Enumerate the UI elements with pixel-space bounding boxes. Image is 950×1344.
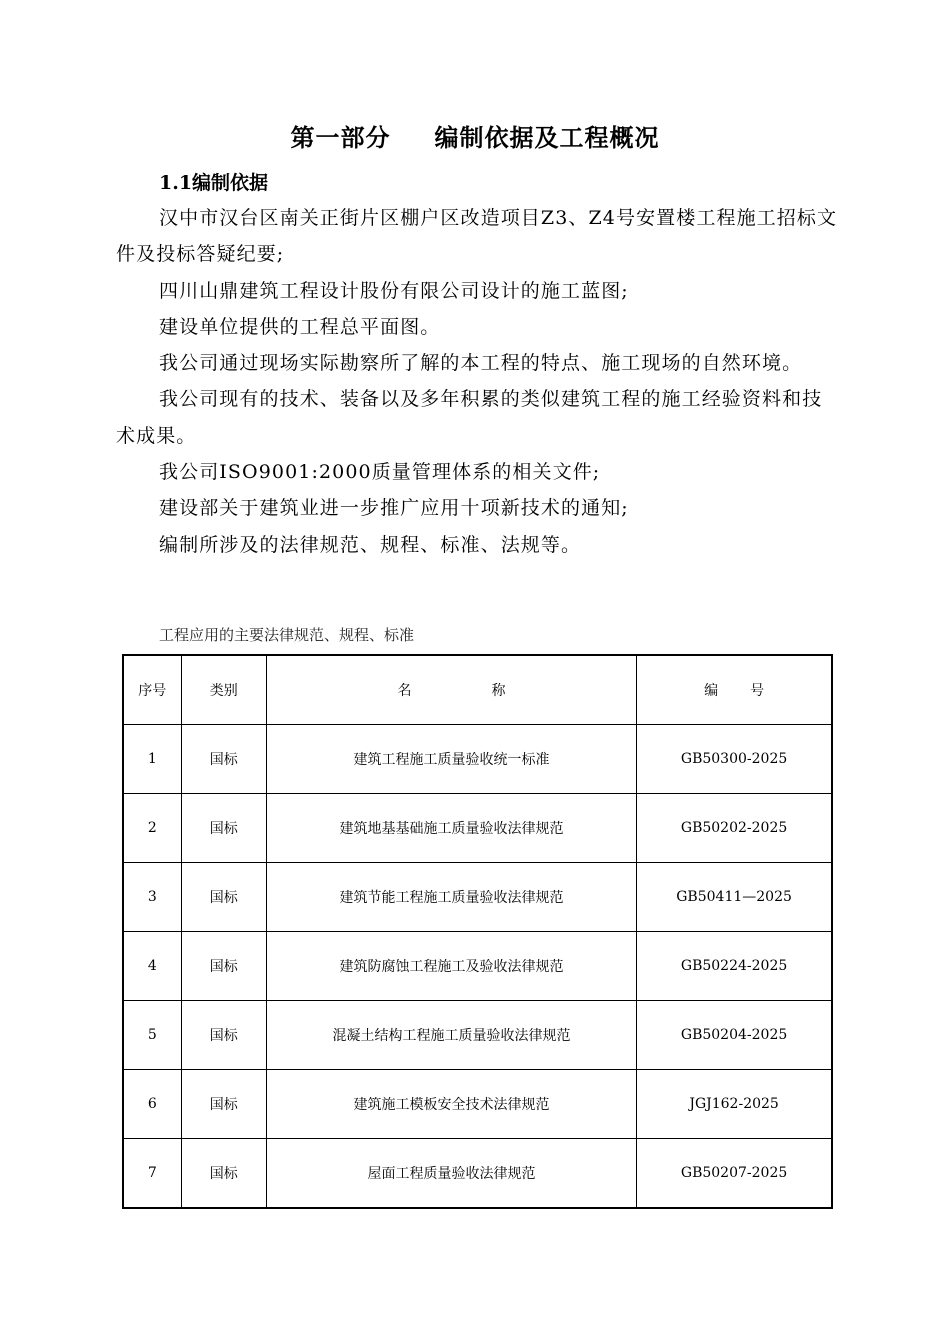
header-name-b: 称 [491,683,506,699]
cell-no: 3 [123,863,181,932]
title-text: 编制依据及工程概况 [434,123,660,152]
cell-name: 屋面工程质量验收法律规范 [266,1139,636,1209]
header-code-b: 号 [750,683,765,699]
section-heading: 1.1编制依据 [159,172,269,194]
cell-no: 4 [123,932,181,1001]
cell-type: 国标 [181,863,266,932]
header-code [637,655,832,725]
table-row [123,932,832,1001]
cell-code: GB50202-2025 [637,794,832,863]
cell-name: 建筑工程施工质量验收统一标准 [266,725,636,794]
header-name [266,655,636,725]
cell-no: 5 [123,1001,181,1070]
table-row [123,794,832,863]
title-part: 第一部分 [290,123,391,152]
cell-code: JGJ162-2025 [637,1070,832,1139]
cell-no: 2 [123,794,181,863]
cell-name: 建筑节能工程施工质量验收法律规范 [266,863,636,932]
cell-type: 国标 [181,1139,266,1209]
table-row [123,725,832,794]
cell-no: 6 [123,1070,181,1139]
standards-table [122,654,833,1209]
cell-code: GB50207-2025 [637,1139,832,1209]
paragraph: 我公司现有的技术、装备以及多年积累的类似建筑工程的施工经验资料和技术成果。 [116,388,823,447]
cell-no: 7 [123,1139,181,1209]
cell-name: 建筑地基基础施工质量验收法律规范 [266,794,636,863]
paragraph: 我公司通过现场实际勘察所了解的本工程的特点、施工现场的自然环境。 [159,352,803,375]
page-title [0,118,950,153]
cell-type: 国标 [181,725,266,794]
table-caption: 工程应用的主要法律规范、规程、标准 [159,626,415,644]
cell-name: 建筑施工模板安全技术法律规范 [266,1070,636,1139]
cell-no: 1 [123,725,181,794]
header-no: 序号 [123,655,181,725]
cell-code: GB50411—2025 [637,863,832,932]
cell-type: 国标 [181,1070,266,1139]
cell-code: GB50224-2025 [637,932,832,1001]
cell-code: GB50300-2025 [637,725,832,794]
paragraph: 汉中市汉台区南关正街片区棚户区改造项目Z3、Z4号安置楼工程施工招标文件及投标答疑纪要; [116,207,838,266]
cell-type: 国标 [181,794,266,863]
cell-name: 混凝土结构工程施工质量验收法律规范 [266,1001,636,1070]
cell-type: 国标 [181,932,266,1001]
body-text [116,200,838,563]
paragraph: 我公司ISO9001:2000质量管理体系的相关文件; [159,461,601,484]
cell-name: 建筑防腐蚀工程施工及验收法律规范 [266,932,636,1001]
paragraph: 编制所涉及的法律规范、规程、标准、法规等。 [159,533,582,556]
table-header-row [123,655,832,725]
table-row [123,863,832,932]
header-type: 类别 [181,655,266,725]
table-row [123,1070,832,1139]
paragraph: 建设部关于建筑业进一步推广应用十项新技术的通知; [159,497,629,520]
paragraph: 四川山鼎建筑工程设计股份有限公司设计的施工蓝图; [159,279,629,302]
cell-code: GB50204-2025 [637,1001,832,1070]
header-code-a: 编 [704,683,719,699]
header-name-a: 名 [397,683,412,699]
cell-type: 国标 [181,1001,266,1070]
table-row [123,1001,832,1070]
paragraph: 建设单位提供的工程总平面图。 [159,315,441,338]
table-row [123,1139,832,1209]
